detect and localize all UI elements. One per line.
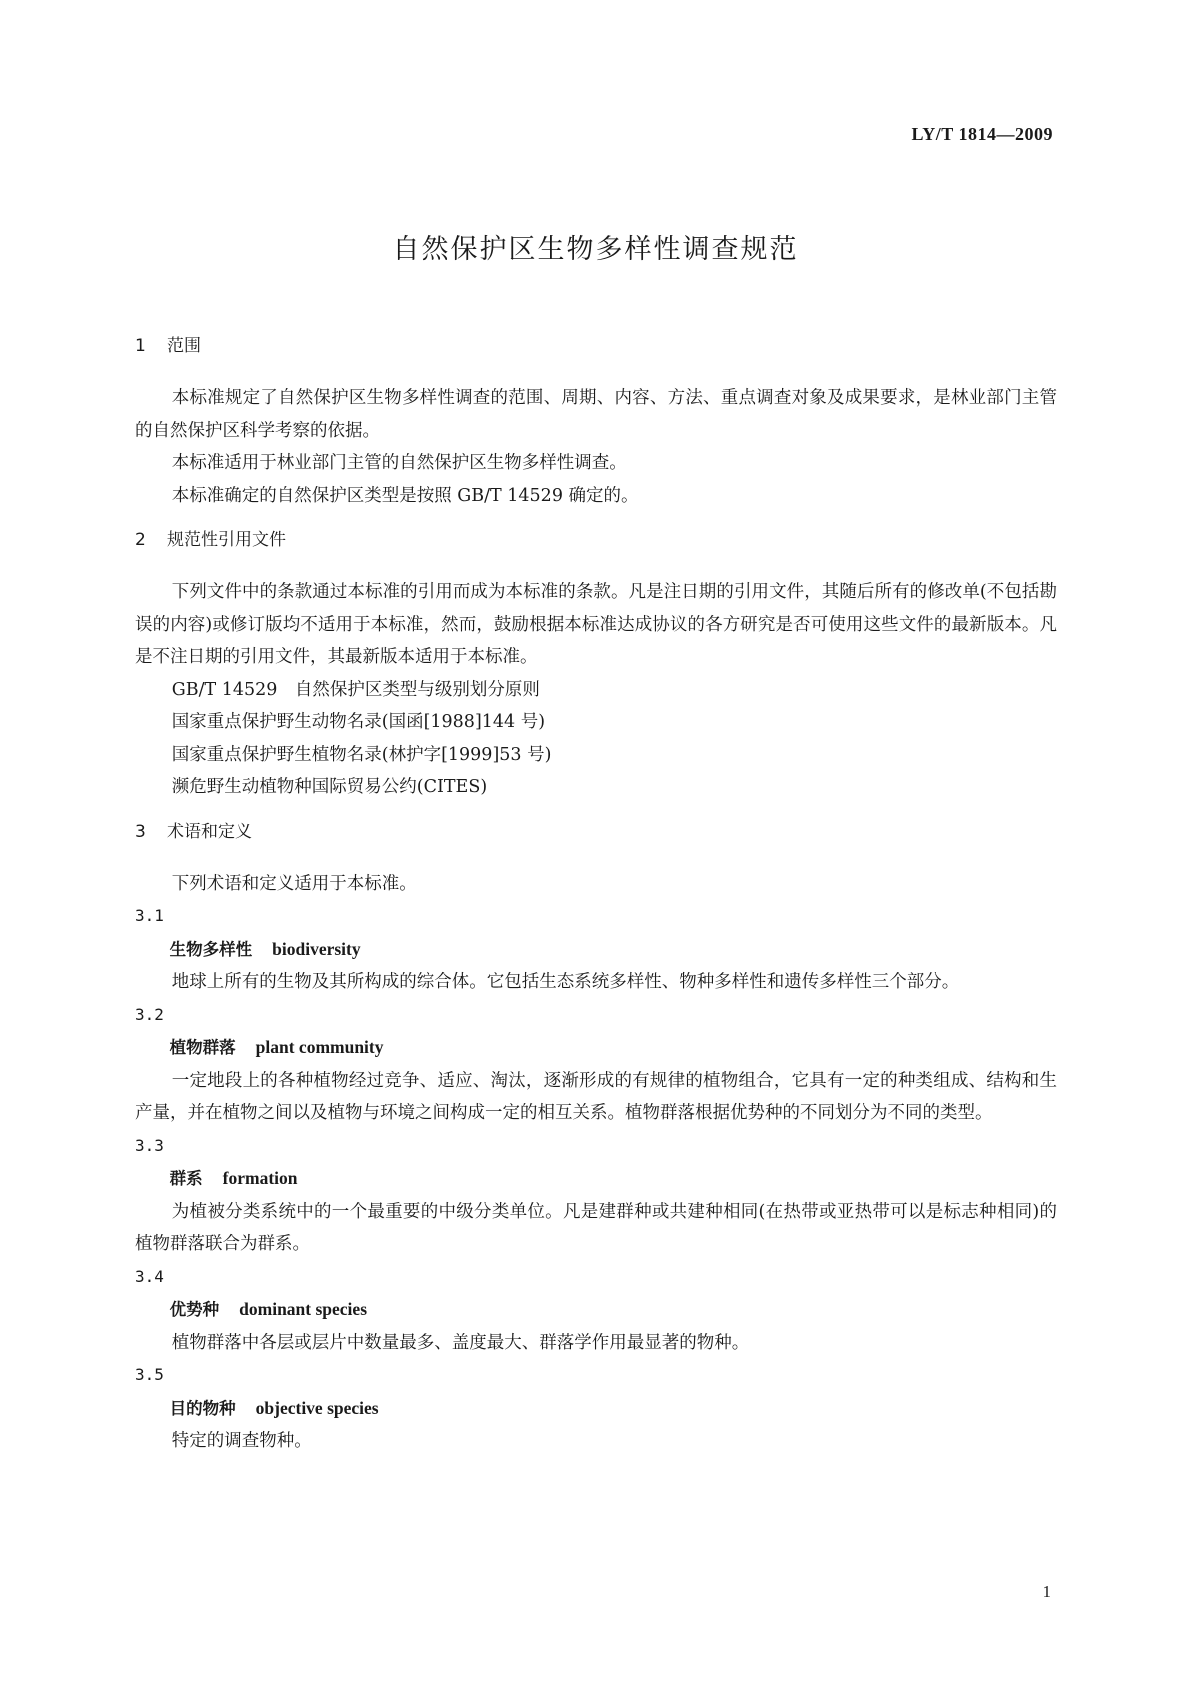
section-title: 范围 (167, 336, 201, 356)
term-number: 3.4 (135, 1266, 164, 1286)
standard-code: LY/T 1814—2009 (911, 124, 1053, 144)
paragraph: 下列术语和定义适用于本标准。 (171, 873, 417, 894)
section-number: 2 (135, 530, 146, 550)
term-zh: 优势种 (169, 1300, 220, 1319)
term-zh: 目的物种 (169, 1398, 236, 1418)
section-heading (135, 330, 1057, 362)
term-entry (135, 1261, 1057, 1360)
term-en: dominant species (239, 1299, 367, 1319)
section-title: 规范性引用文件 (167, 530, 286, 550)
term-zh: 生物多样性 (169, 939, 253, 959)
section-number: 3 (135, 821, 146, 842)
section-heading (135, 816, 1057, 848)
page-number: 1 (1042, 1582, 1051, 1601)
term-heading (135, 1031, 1057, 1065)
paragraph: 本标准适用于林业部门主管的自然保护区生物多样性调查。 (171, 453, 627, 473)
term-zh: 植物群落 (169, 1038, 236, 1057)
section-heading (135, 524, 1057, 556)
term-en: objective species (255, 1397, 379, 1418)
reference-item: 国家重点保护野生动物名录(国函[1988]144 号) (171, 712, 546, 732)
section-normative-references (135, 524, 1057, 804)
term-heading (135, 1392, 1057, 1426)
document-body (135, 330, 1057, 1458)
reference-item: GB/T 14529 自然保护区类型与级别划分原则 (171, 679, 540, 700)
term-heading (135, 1162, 1057, 1196)
term-heading (135, 933, 1057, 967)
section-title: 术语和定义 (167, 821, 252, 842)
term-en: formation (222, 1168, 298, 1188)
term-number: 3.5 (135, 1365, 164, 1384)
term-en: biodiversity (272, 938, 361, 959)
section-terms-definitions (135, 816, 1057, 1458)
term-number: 3.1 (135, 906, 164, 925)
term-heading (135, 1293, 1057, 1327)
term-number: 3.3 (135, 1135, 164, 1155)
reference-item: 国家重点保护野生植物名录(林护字[1999]53 号) (171, 744, 552, 765)
document-title: 自然保护区生物多样性调查规范 (392, 234, 799, 265)
paragraph: 本标准确定的自然保护区类型是按照 GB/T 14529 确定的。 (171, 485, 639, 506)
term-number: 3.2 (135, 1004, 164, 1024)
term-definition: 为植被分类系统中的一个最重要的中级分类单位。凡是建群种或共建种相同(在热带或亚热带可以是标志种相同)的植物群落联合为群系。 (135, 1201, 1057, 1254)
term-entry (135, 1130, 1057, 1261)
term-definition: 地球上所有的生物及其所构成的综合体。它包括生态系统多样性、物种多样性和遗传多样性三个部分。 (171, 972, 960, 992)
reference-item: 濒危野生动植物种国际贸易公约(CITES) (171, 777, 488, 797)
paragraph: 本标准规定了自然保护区生物多样性调查的范围、周期、内容、方法、重点调查对象及成果要求，是林业部门主管的自然保护区科学考察的依据。 (135, 388, 1057, 441)
term-definition: 一定地段上的各种植物经过竞争、适应、淘汰，逐渐形成的有规律的植物组合，它具有一定的种类组成、结构和生产量，并在植物之间以及植物与环境之间构成一定的相互关系。植物群落根据优势种的不同划分为不同的类型。 (135, 1070, 1057, 1123)
section-number: 1 (135, 336, 146, 356)
term-definition: 植物群落中各层或层片中数量最多、盖度最大、群落学作用最显著的物种。 (171, 1332, 750, 1353)
term-entry (135, 1359, 1057, 1458)
term-entry (135, 900, 1057, 999)
section-scope (135, 330, 1057, 512)
term-definition: 特定的调查物种。 (171, 1431, 312, 1451)
term-en: plant community (255, 1037, 384, 1057)
paragraph: 下列文件中的条款通过本标准的引用而成为本标准的条款。凡是注日期的引用文件，其随后所有的修改单(不包括勘误的内容)或修订版均不适用于本标准，然而，鼓励根据本标准达成协议的各方研究是否可使用这些文件的最新版本。凡是不注日期的引用文件，其最新版本适用于本标准。 (135, 582, 1057, 667)
term-zh: 群系 (169, 1169, 203, 1188)
term-entry (135, 999, 1057, 1130)
